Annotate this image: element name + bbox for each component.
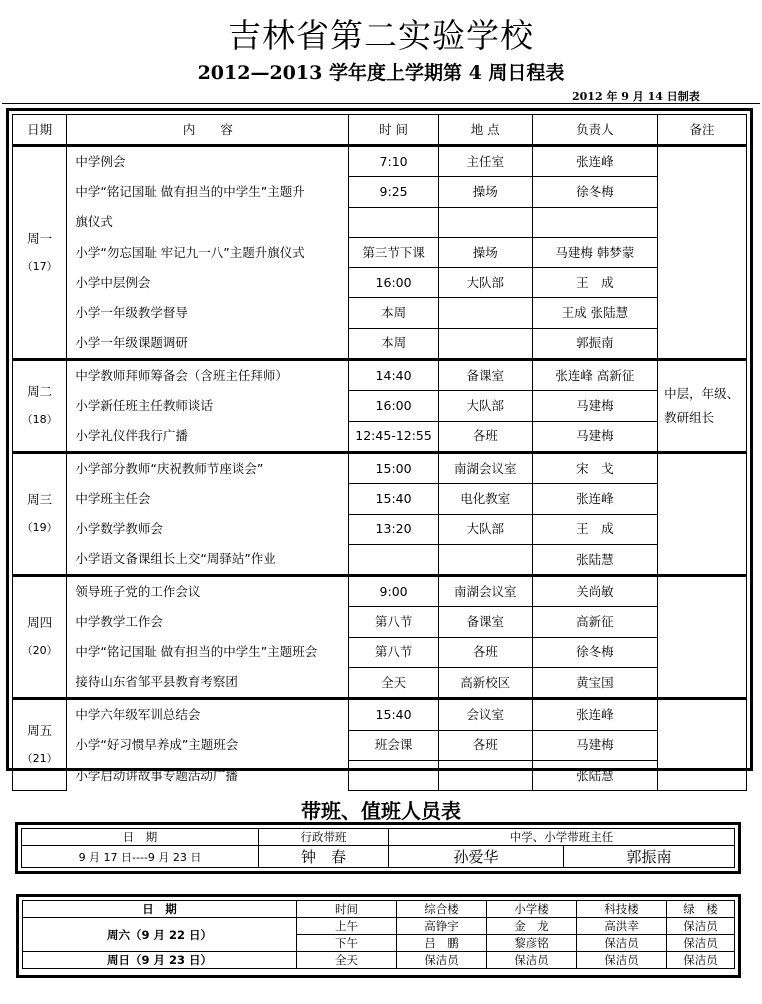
day-number: （17） <box>21 259 58 273</box>
event-content: 小学“勿忘国耻 牢记九一八”主题升旗仪式 <box>67 237 349 267</box>
weekend-duty-table <box>16 894 741 978</box>
weekend-cell: 金 龙 <box>487 918 577 935</box>
event-content: 小学语文备课组长上交“周驿站”作业 <box>67 544 349 575</box>
weekend-cell: 黎彦铭 <box>487 935 577 952</box>
schedule-row <box>13 268 747 298</box>
weekend-header-building-4: 绿 楼 <box>667 901 735 918</box>
schedule-row <box>13 421 747 452</box>
event-content: 中学“铭记国耻 做有担当的中学生”主题班会 <box>67 637 349 667</box>
event-content: 领导班子党的工作会议 <box>67 576 349 607</box>
event-time: 本周 <box>349 298 438 328</box>
event-place: 大队部 <box>438 391 532 421</box>
event-time: 15:40 <box>349 699 438 730</box>
event-person: 张陆慧 <box>532 760 657 790</box>
event-place <box>438 328 532 359</box>
weekend-header-building-3: 科技楼 <box>577 901 667 918</box>
event-person: 王 成 <box>532 514 657 544</box>
schedule-row <box>13 576 747 607</box>
schedule-row <box>13 177 747 207</box>
event-person: 张连峰 <box>532 146 657 177</box>
weekly-schedule-table <box>6 108 753 783</box>
event-person: 张连峰 <box>532 699 657 730</box>
event-place <box>438 298 532 328</box>
duty-header-teacher: 中学、小学带班主任 <box>389 829 735 846</box>
event-person: 马建梅 <box>532 391 657 421</box>
day-name: 周一 <box>27 230 53 246</box>
day-name: 周三 <box>27 492 53 508</box>
weekend-cell: 全天 <box>297 952 397 969</box>
note-line: 中层，年级、 <box>664 386 740 402</box>
event-time: 9:00 <box>349 576 438 607</box>
event-place: 大队部 <box>438 268 532 298</box>
duty-teacher-1: 孙爱华 <box>389 846 564 868</box>
event-content: 小学“好习惯早养成”主题班会 <box>67 730 349 760</box>
header-person: 负责人 <box>532 115 657 146</box>
event-time: 第八节 <box>349 637 438 667</box>
event-time <box>349 207 438 237</box>
schedule-row <box>13 607 747 637</box>
event-content: 小学中层例会 <box>67 268 349 298</box>
weekend-header-building-1: 综合楼 <box>397 901 487 918</box>
event-time: 15:00 <box>349 452 438 483</box>
schedule-row <box>13 637 747 667</box>
event-place: 操场 <box>438 177 532 207</box>
day-name: 周四 <box>27 615 53 631</box>
event-place: 操场 <box>438 237 532 267</box>
event-place: 主任室 <box>438 146 532 177</box>
event-content: 中学六年级军训总结会 <box>67 699 349 730</box>
duty-date: 9 月 17 日----9 月 23 日 <box>22 846 259 868</box>
weekend-cell: 保洁员 <box>487 952 577 969</box>
event-content: 小学部分教师“庆祝教师节座谈会” <box>67 452 349 483</box>
event-content: 小学一年级教学督导 <box>67 298 349 328</box>
event-place: 会议室 <box>438 699 532 730</box>
weekend-sun-label: 周日（9 月 23 日） <box>23 952 297 969</box>
duty-header-date: 日 期 <box>22 829 259 846</box>
weekend-sat-label: 周六（9 月 22 日） <box>23 918 297 952</box>
event-place: 各班 <box>438 421 532 452</box>
event-time: 16:00 <box>349 391 438 421</box>
event-time: 全天 <box>349 668 438 699</box>
header-content: 内 容 <box>67 115 349 146</box>
note-cell <box>658 699 747 791</box>
event-place: 大队部 <box>438 514 532 544</box>
event-content: 中学教师拜师筹备会（含班主任拜师） <box>67 360 349 391</box>
schedule-row <box>13 298 747 328</box>
note-cell <box>658 452 747 575</box>
weekend-cell: 吕 鹏 <box>397 935 487 952</box>
school-title: 吉林省第二实验学校 <box>228 16 534 55</box>
divider <box>2 103 760 104</box>
schedule-row <box>13 730 747 760</box>
event-person: 张连峰 高新征 <box>532 360 657 391</box>
weekend-header-time: 时间 <box>297 901 397 918</box>
day-cell <box>13 699 67 791</box>
event-place: 备课室 <box>438 360 532 391</box>
event-person: 徐冬梅 <box>532 637 657 667</box>
event-content: 中学教学工作会 <box>67 607 349 637</box>
event-person: 王成 张陆慧 <box>532 298 657 328</box>
event-place: 各班 <box>438 637 532 667</box>
weekend-cell: 保洁员 <box>667 952 735 969</box>
day-number: （19） <box>21 521 58 535</box>
day-name: 周二 <box>27 384 53 400</box>
day-number: （18） <box>21 413 58 427</box>
event-person: 关尚敏 <box>532 576 657 607</box>
duty-teacher-2: 郭振南 <box>564 846 735 868</box>
schedule-row <box>13 360 747 391</box>
event-time: 7:10 <box>349 146 438 177</box>
weekend-cell: 下午 <box>297 935 397 952</box>
schedule-row <box>13 328 747 359</box>
event-time: 本周 <box>349 328 438 359</box>
schedule-row <box>13 668 747 699</box>
event-place: 南湖会议室 <box>438 452 532 483</box>
event-person: 马建梅 韩梦蒙 <box>532 237 657 267</box>
weekend-cell: 高洪幸 <box>577 918 667 935</box>
schedule-row <box>13 544 747 575</box>
duty-admin: 钟 春 <box>259 846 389 868</box>
event-time: 第八节 <box>349 607 438 637</box>
schedule-row <box>13 514 747 544</box>
event-time: 第三节下课 <box>349 237 438 267</box>
schedule-row <box>13 760 747 790</box>
note-cell <box>658 576 747 699</box>
event-content: 中学“铭记国耻 做有担当的中学生”主题升 <box>67 177 349 207</box>
event-person: 张陆慧 <box>532 544 657 575</box>
event-time: 9:25 <box>349 177 438 207</box>
event-place <box>438 207 532 237</box>
day-number: （20） <box>21 644 58 658</box>
event-time: 12:45-12:55 <box>349 421 438 452</box>
weekend-header-date: 日 期 <box>23 901 297 918</box>
schedule-subtitle: 2012—2013 学年度上学期第 4 周日程表 <box>197 62 565 84</box>
event-time <box>349 544 438 575</box>
schedule-row <box>13 146 747 177</box>
weekend-cell: 上午 <box>297 918 397 935</box>
event-person: 徐冬梅 <box>532 177 657 207</box>
day-cell <box>13 360 67 453</box>
header-time: 时 间 <box>349 115 438 146</box>
made-date: 2012 年 9 月 14 日制表 <box>572 90 700 103</box>
weekend-cell: 高铮宇 <box>397 918 487 935</box>
schedule-row <box>13 484 747 514</box>
event-time: 16:00 <box>349 268 438 298</box>
header-note: 备注 <box>658 115 747 146</box>
event-place: 备课室 <box>438 607 532 637</box>
event-place: 各班 <box>438 730 532 760</box>
schedule-row <box>13 237 747 267</box>
event-person <box>532 207 657 237</box>
event-content: 接待山东省邹平县教育考察团 <box>67 668 349 699</box>
event-time: 13:20 <box>349 514 438 544</box>
header-place: 地 点 <box>438 115 532 146</box>
event-place: 南湖会议室 <box>438 576 532 607</box>
day-cell <box>13 146 67 360</box>
event-person: 宋 戈 <box>532 452 657 483</box>
event-person: 马建梅 <box>532 730 657 760</box>
weekend-cell: 保洁员 <box>397 952 487 969</box>
duty-table <box>15 822 741 874</box>
event-content: 小学新任班主任教师谈话 <box>67 391 349 421</box>
event-content: 小学礼仪伴我行广播 <box>67 421 349 452</box>
weekend-header-building-2: 小学楼 <box>487 901 577 918</box>
schedule-row <box>13 452 747 483</box>
event-place <box>438 544 532 575</box>
event-time: 15:40 <box>349 484 438 514</box>
event-place: 高新校区 <box>438 668 532 699</box>
header-day: 日期 <box>13 115 67 146</box>
event-time: 班会课 <box>349 730 438 760</box>
event-place <box>438 760 532 790</box>
event-person: 王 成 <box>532 268 657 298</box>
duty-header-admin: 行政带班 <box>259 829 389 846</box>
event-person: 高新征 <box>532 607 657 637</box>
event-content: 中学班主任会 <box>67 484 349 514</box>
event-content: 中学例会 <box>67 146 349 177</box>
weekend-cell: 保洁员 <box>667 935 735 952</box>
event-person: 郭振南 <box>532 328 657 359</box>
note-line: 教研组长 <box>664 410 715 426</box>
schedule-header-row <box>13 115 747 146</box>
day-cell <box>13 576 67 699</box>
duty-title: 带班、值班人员表 <box>301 799 461 823</box>
event-time <box>349 760 438 790</box>
schedule-row <box>13 391 747 421</box>
schedule-row <box>13 207 747 237</box>
event-content: 旗仪式 <box>67 207 349 237</box>
day-cell <box>13 452 67 575</box>
event-content: 小学数学教师会 <box>67 514 349 544</box>
event-person: 张连峰 <box>532 484 657 514</box>
event-person: 黄宝国 <box>532 668 657 699</box>
note-cell <box>658 360 747 453</box>
event-content: 小学一年级课题调研 <box>67 328 349 359</box>
event-content: 小学启动讲故事专题活动广播 <box>67 760 349 790</box>
schedule-row <box>13 699 747 730</box>
weekend-cell: 保洁员 <box>577 952 667 969</box>
note-cell <box>658 146 747 360</box>
event-person: 马建梅 <box>532 421 657 452</box>
day-number: （21） <box>21 752 58 766</box>
weekend-cell: 保洁员 <box>667 918 735 935</box>
event-place: 电化教室 <box>438 484 532 514</box>
weekend-cell: 保洁员 <box>577 935 667 952</box>
event-time: 14:40 <box>349 360 438 391</box>
day-name: 周五 <box>27 723 53 739</box>
